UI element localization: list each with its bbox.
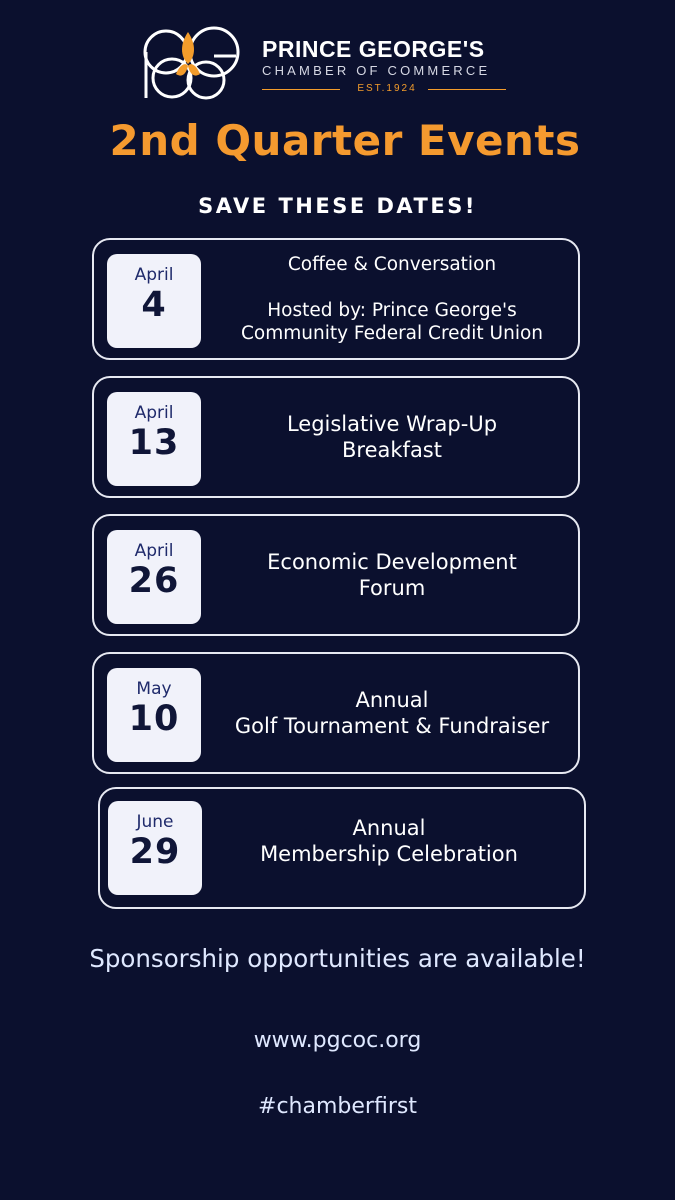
event-card xyxy=(92,652,580,774)
event-title-line: Legislative Wrap-Up xyxy=(286,412,498,436)
event-month: May xyxy=(136,679,172,699)
event-title-line: Golf Tournament & Fundraiser xyxy=(234,714,550,738)
pgcoc-monogram-icon xyxy=(140,22,250,102)
chamber-logo xyxy=(140,22,520,102)
event-day: 4 xyxy=(141,285,167,325)
established-row xyxy=(262,82,512,96)
date-badge xyxy=(107,392,201,486)
event-title-line: Forum xyxy=(358,576,426,600)
date-badge xyxy=(107,668,201,762)
event-card xyxy=(92,238,580,360)
event-day: 13 xyxy=(128,423,180,463)
sponsorship-note: Sponsorship opportunities are available! xyxy=(89,944,586,973)
event-card xyxy=(98,787,586,909)
event-host-line: Hosted by: Prince George's xyxy=(267,300,517,321)
event-title xyxy=(214,516,570,634)
event-host-line: Community Federal Credit Union xyxy=(240,323,544,344)
date-badge xyxy=(108,801,202,895)
event-title-line: Annual xyxy=(352,816,426,840)
logo-text xyxy=(262,36,512,96)
event-day: 10 xyxy=(128,699,180,739)
event-month: June xyxy=(136,812,174,832)
date-badge xyxy=(107,254,201,348)
event-month: April xyxy=(134,265,174,285)
date-badge xyxy=(107,530,201,624)
event-card xyxy=(92,514,580,636)
event-title xyxy=(214,378,570,496)
event-day: 26 xyxy=(128,561,180,601)
event-title xyxy=(214,654,570,772)
event-day: 29 xyxy=(129,832,181,872)
event-title xyxy=(214,240,570,358)
established-year: EST.1924 xyxy=(357,83,417,94)
event-month: April xyxy=(134,541,174,561)
org-subtitle: CHAMBER OF COMMERCE xyxy=(262,63,491,78)
event-title xyxy=(208,789,570,893)
event-title-line: Annual xyxy=(355,688,429,712)
est-rule-right xyxy=(428,89,506,90)
event-title-line: Membership Celebration xyxy=(260,842,518,866)
event-month: April xyxy=(134,403,174,423)
org-name: PRINCE GEORGE'S xyxy=(262,36,485,62)
event-card xyxy=(92,376,580,498)
page-title: 2nd Quarter Events xyxy=(109,116,581,165)
page-subtitle: SAVE THESE DATES! xyxy=(198,194,477,218)
hashtag: #chamberfirst xyxy=(258,1094,417,1119)
website-link[interactable]: www.pgcoc.org xyxy=(253,1028,422,1053)
event-title-line: Economic Development xyxy=(267,550,517,574)
event-title-line: Breakfast xyxy=(342,438,442,462)
event-title-line: Coffee & Conversation xyxy=(287,254,497,275)
